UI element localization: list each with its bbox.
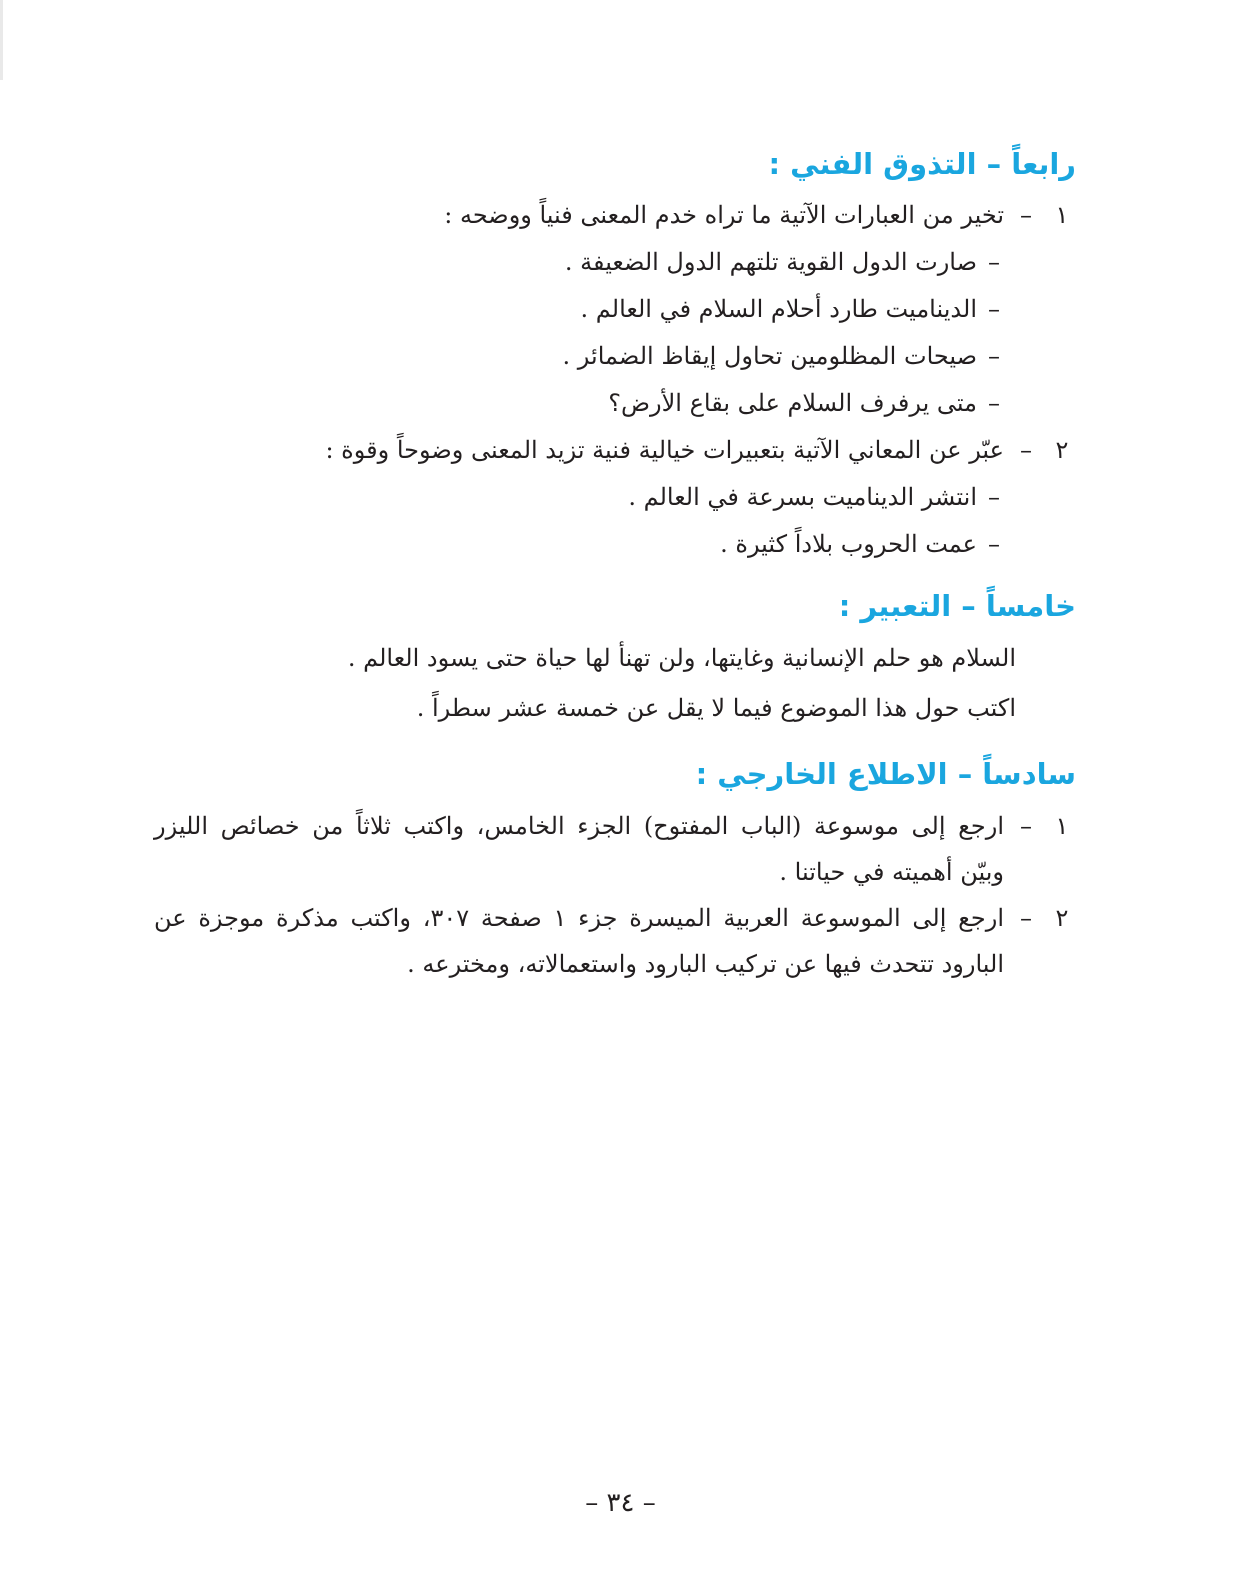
list-item — [608, 391, 1011, 415]
question-dash: – — [1020, 201, 1032, 229]
item-dash: – — [988, 389, 1000, 417]
list-item — [565, 250, 1011, 274]
scan-edge-mark — [0, 0, 3, 80]
item-dash: – — [988, 248, 1000, 276]
question-2-line — [154, 906, 1076, 930]
section-heading-artistic-appreciation: رابعاً – التذوق الفني : — [768, 147, 1076, 181]
question-dash: – — [1020, 812, 1032, 840]
list-item — [720, 532, 1011, 556]
question-number: ١ — [1055, 812, 1069, 840]
question-continuation: البارود تتحدث فيها عن تركيب البارود واستعمالاته، ومخترعه . — [407, 950, 1004, 978]
question-dash: – — [1020, 904, 1032, 932]
list-item — [581, 297, 1011, 321]
question-1-line — [444, 203, 1076, 227]
question-continuation: وبيّن أهميته في حياتنا . — [779, 858, 1004, 886]
question-dash: – — [1020, 436, 1032, 464]
question-1-line — [154, 814, 1076, 838]
section-heading-expression: خامساً – التعبير : — [838, 589, 1076, 623]
paragraph: السلام هو حلم الإنسانية وغايتها، ولن تهنأ لها حياة حتى يسود العالم . — [347, 644, 1016, 672]
question-number: ٢ — [1055, 436, 1069, 464]
item-text: الديناميت طارد أحلام السلام في العالم . — [580, 295, 977, 323]
question-text: ارجع إلى الموسوعة العربية الميسرة جزء ١ صفحة ٣٠٧، واكتب مذكرة موجزة عن — [154, 904, 1004, 932]
page-number: – ٣٤ – — [585, 1488, 656, 1518]
item-text: عمت الحروب بلاداً كثيرة . — [720, 530, 977, 558]
item-dash: – — [988, 342, 1000, 370]
item-dash: – — [988, 530, 1000, 558]
item-text: متى يرفرف السلام على بقاع الأرض؟ — [608, 389, 977, 417]
item-text: انتشر الديناميت بسرعة في العالم . — [628, 483, 977, 511]
list-item — [628, 485, 1011, 509]
question-text: تخير من العبارات الآتية ما تراه خدم المعنى فنياً ووضحه : — [444, 201, 1004, 229]
question-2-line — [325, 438, 1076, 462]
item-text: صارت الدول القوية تلتهم الدول الضعيفة . — [564, 248, 977, 276]
item-dash: – — [988, 483, 1000, 511]
item-text: صيحات المظلومين تحاول إيقاظ الضمائر . — [562, 342, 977, 370]
item-dash: – — [988, 295, 1000, 323]
question-text: ارجع إلى موسوعة (الباب المفتوح) الجزء الخامس، واكتب ثلاثاً من خصائص الليزر — [154, 812, 1004, 840]
question-number: ١ — [1055, 201, 1069, 229]
section-heading-external-reading: سادساً – الاطلاع الخارجي : — [695, 757, 1076, 791]
question-text: عبّر عن المعاني الآتية بتعبيرات خيالية فنية تزيد المعنى وضوحاً وقوة : — [325, 436, 1004, 464]
paragraph: اكتب حول هذا الموضوع فيما لا يقل عن خمسة عشر سطراً . — [416, 694, 1016, 722]
list-item — [563, 344, 1011, 368]
question-number: ٢ — [1055, 904, 1069, 932]
